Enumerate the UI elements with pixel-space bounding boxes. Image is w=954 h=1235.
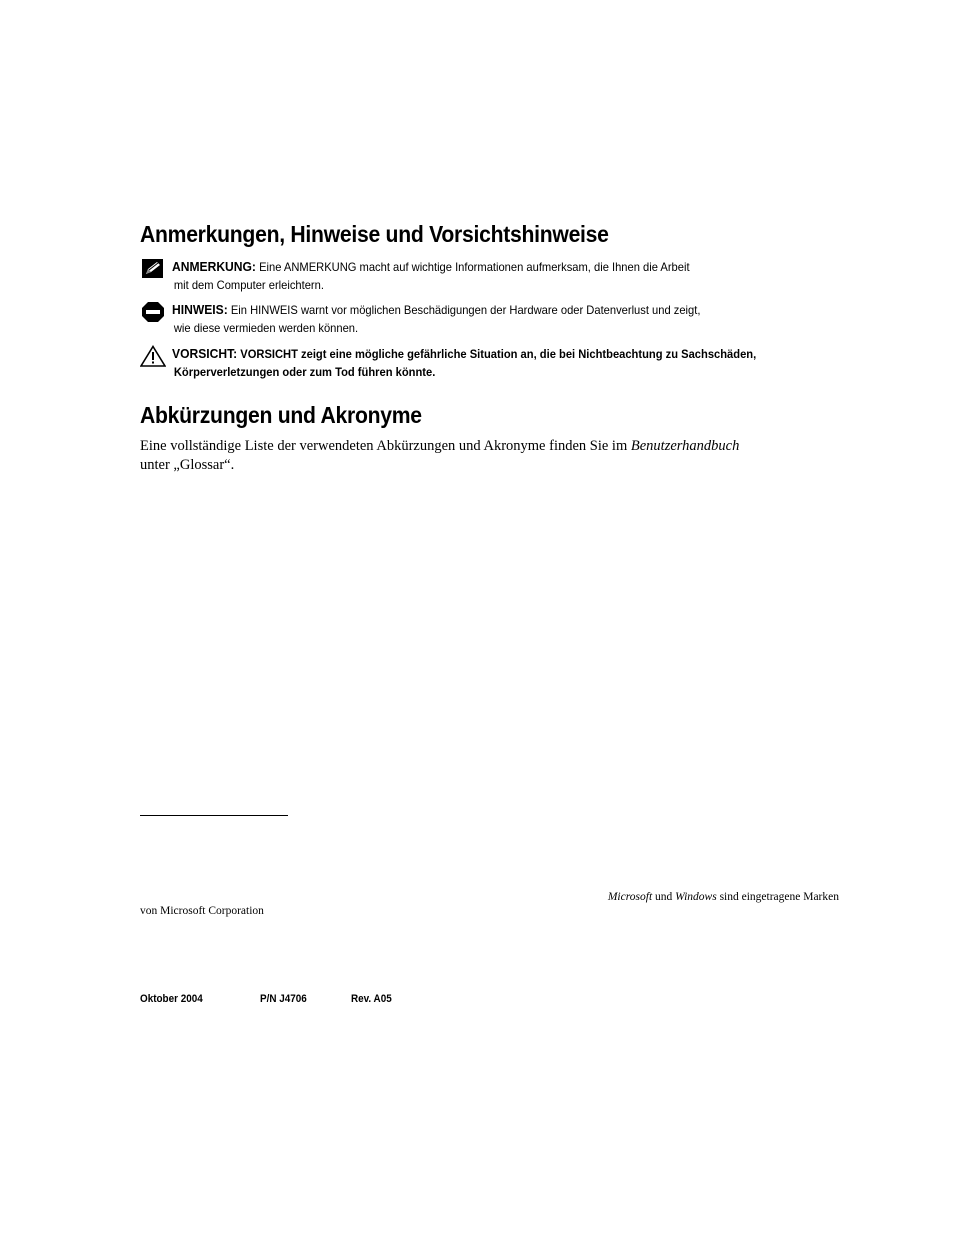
trademark-line2: von Microsoft Corporation xyxy=(140,905,264,917)
paragraph-text-line2: unter „Glossar“. xyxy=(140,457,235,473)
footer-revision: Rev. A05 xyxy=(351,993,392,1005)
note-text-line1: Ein HINWEIS warnt vor möglichen Beschädigungen der Hardware oder Datenverlust und zeigt, xyxy=(230,303,701,317)
note-text-line2: wie diese vermieden werden können. xyxy=(173,321,359,335)
warning-triangle-icon xyxy=(140,345,166,367)
footer-date: Oktober 2004 xyxy=(140,993,203,1005)
note-text-line2: mit dem Computer erleichtern. xyxy=(173,278,324,292)
abbreviations-paragraph xyxy=(140,437,820,475)
heading-abbreviations: Abkürzungen und Akronyme xyxy=(140,402,422,428)
heading-notes: Anmerkungen, Hinweise und Vorsichtshinweise xyxy=(140,221,609,247)
brand-windows: Windows xyxy=(675,891,717,903)
footer-part-number: P/N J4706 xyxy=(260,993,307,1005)
trademark-and: und xyxy=(652,891,676,903)
note-text-line2: Körperverletzungen oder zum Tod führen könnte. xyxy=(173,365,436,379)
pencil-note-icon xyxy=(140,258,166,280)
note-label: ANMERKUNG: xyxy=(172,259,256,274)
note-label: VORSICHT: xyxy=(172,346,238,361)
note-text-line1: Eine ANMERKUNG macht auf wichtige Informationen aufmerksam, die Ihnen die Arbeit xyxy=(259,260,690,274)
brand-microsoft: Microsoft xyxy=(607,891,653,903)
note-text-line1: VORSICHT zeigt eine mögliche gefährliche Situation an, die bei Nichtbeachtung zu Sachschäden, xyxy=(240,347,757,361)
stop-notice-icon xyxy=(140,301,166,323)
note-label: HINWEIS: xyxy=(172,302,228,317)
trademark-line1 xyxy=(608,890,839,904)
paragraph-text: Eine vollständige Liste der verwendeten Abkürzungen und Akronyme finden Sie im xyxy=(140,438,631,454)
manual-title: Benutzerhandbuch xyxy=(630,438,740,454)
trademark-suffix: sind eingetragene Marken xyxy=(716,891,839,903)
footnote-divider xyxy=(140,815,288,816)
